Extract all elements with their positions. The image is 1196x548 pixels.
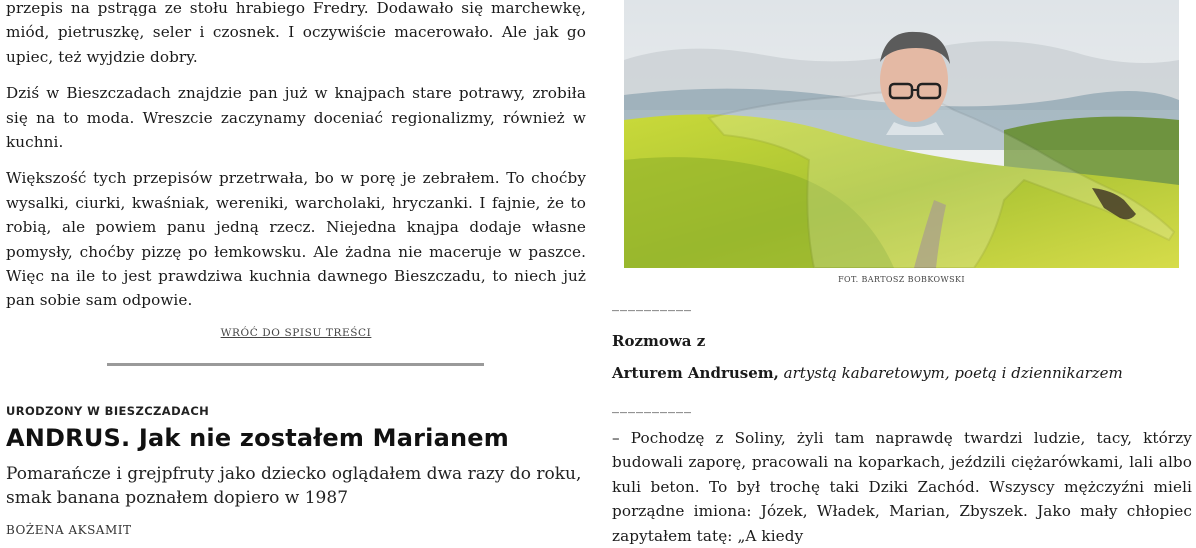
interview-intro [612,294,1192,548]
intro-name: Arturem Andrusem, [612,364,779,382]
separator-top: __________ [612,296,692,312]
separator-bottom: __________ [612,398,692,414]
article-kicker: URODZONY W BIESZCZADACH [6,404,210,418]
photo-illustration [624,0,1179,268]
article-author: BOŻENA AKSAMIT [6,523,132,537]
paragraph-2: Dziś w Bieszczadach znajdzie pan już w knajpach stare potrawy, zrobiła się na to moda. Wreszcie zaczynamy doceniać regionalizmy, również w kuchni. [6,84,586,152]
intro-person [612,364,1192,382]
intro-role: artystą kabaretowym, poetą i dziennikarzem [783,364,1123,382]
photo-credit: FOT. BARTOSZ BOBKOWSKI [838,275,965,284]
paragraph-1: przepis na pstrąga ze stołu hrabiego Fredry. Dodawało się marchewkę, miód, pietruszkę, seler i czosnek. I oczywiście macerowało. Ale jak go upiec, też wyjdzie dobry. [6,0,586,66]
paragraph-3: Większość tych przepisów przetrwała, bo w porę je zebrałem. To choćby wysalki, ciurki, kwaśniak, wereniki, warcholaki, hryczanki. I fajnie, że to robią, ale powiem panu jedną rzecz. Niejedna knajpa dodaje własne pomysły, choćby pizzę po łemkowsku. Ale żadna nie maceruje w paszce. Więc na ile to jest prawdziwa kuchnia dawnego Bieszczadu, to niech już pan sobie sam odpowie. [6,169,586,310]
intro-title: Rozmowa z [612,332,706,350]
interview-body: – Pochodzę z Soliny, żyli tam naprawdę twardzi ludzie, tacy, którzy budowali zaporę, pracowali na koparkach, jeździli ciężarówkami, lali albo kuli beton. To był trochę taki Dziki Zachód. Wszyscy mężczyźni mieli porządne imiona: Józek, Władek, Marian, Zbyszek. Jako mały chłopiec zapytałem tatę: „A kiedy [612,429,1192,545]
article-lead: Pomarańcze i grejpfruty jako dziecko oglądałem dwa razy do roku, smak banana poznałem dopiero w 1987 [6,464,582,508]
back-to-contents-link[interactable]: WRÓĆ DO SPISU TREŚCI [220,326,372,339]
article-photo [624,0,1179,268]
section-divider [107,363,484,366]
previous-article-end [6,0,586,339]
article-headline: ANDRUS. Jak nie zostałem Marianem [6,424,509,452]
